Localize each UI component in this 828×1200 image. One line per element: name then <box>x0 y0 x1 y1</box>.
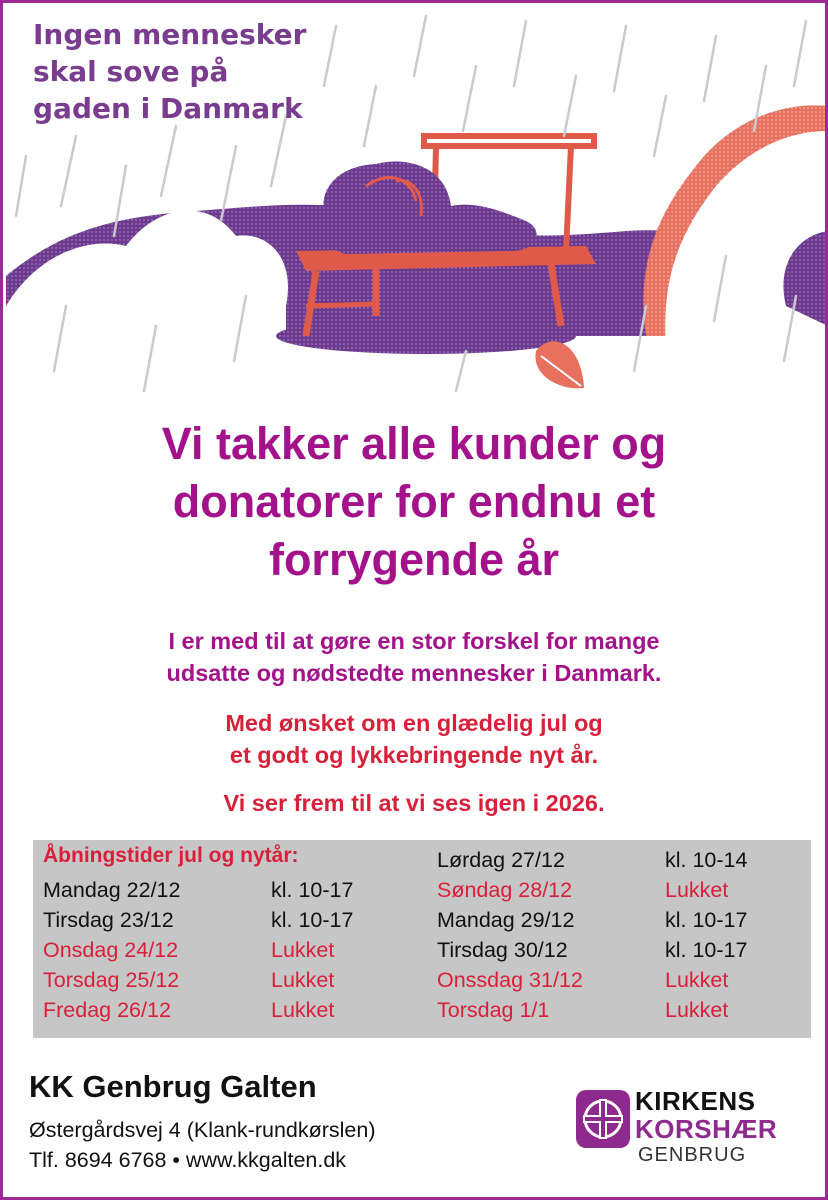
hours-day: Onssdag 31/12 <box>437 968 583 992</box>
shop-phone-web: Tlf. 8694 6768 • www.kkgalten.dk <box>29 1148 347 1172</box>
headline-line: donatorer for endnu et <box>172 476 656 527</box>
subtext-line: I er med til at gøre en stor forskel for mange <box>168 628 660 654</box>
headline-line: forrygende år <box>268 534 560 585</box>
hours-day: Fredag 26/12 <box>43 998 171 1022</box>
hero-title <box>33 16 373 127</box>
hours-time: kl. 10-17 <box>665 908 748 932</box>
shop-address: Østergårdsvej 4 (Klank-rundkørslen) <box>29 1118 376 1142</box>
headline <box>3 415 825 589</box>
hours-time: Lukket <box>665 998 729 1022</box>
hours-time: Lukket <box>271 968 335 992</box>
holiday-wish <box>3 707 825 771</box>
hours-time: Lukket <box>665 968 729 992</box>
hours-day: Søndag 28/12 <box>437 878 573 902</box>
hours-day: Mandag 29/12 <box>437 908 575 932</box>
wish-line: Med ønsket om en glædelig jul og <box>225 710 603 736</box>
hours-time: Lukket <box>271 998 335 1022</box>
hours-day: Tirsdag 30/12 <box>437 938 568 962</box>
hero-title-line: skal sove på <box>33 55 229 88</box>
shop-name: KK Genbrug Galten <box>29 1069 317 1104</box>
opening-hours-box <box>33 840 811 1038</box>
logo-text-kirkens: KIRKENS <box>635 1086 756 1116</box>
hours-day: Tirsdag 23/12 <box>43 908 174 932</box>
hero-title-line: gaden i Danmark <box>33 92 303 125</box>
subtext-line: udsatte og nødstedte mennesker i Danmark. <box>166 660 662 686</box>
hours-day: Mandag 22/12 <box>43 878 181 902</box>
logo-text-genbrug: GENBRUG <box>638 1144 747 1166</box>
kirkens-korshaer-logo <box>576 1086 808 1176</box>
wish-line: et godt og lykkebringende nyt år. <box>229 742 599 768</box>
hours-time: Lukket <box>271 938 335 962</box>
hours-time: kl. 10-17 <box>271 878 354 902</box>
subtext <box>3 625 825 689</box>
logo-text-korshaer: KORSHÆR <box>635 1114 778 1144</box>
hours-time: kl. 10-17 <box>271 908 354 932</box>
hours-time: kl. 10-14 <box>665 848 748 872</box>
hours-day: Torsdag 25/12 <box>43 968 180 992</box>
hours-time: Lukket <box>665 878 729 902</box>
hero-illustration <box>6 6 828 396</box>
hours-time: kl. 10-17 <box>665 938 748 962</box>
hours-day: Lørdag 27/12 <box>437 848 565 872</box>
hours-day: Torsdag 1/1 <box>437 998 550 1022</box>
see-you-text: Vi ser frem til at vi ses igen i 2026. <box>223 790 605 816</box>
cross-emblem-icon <box>576 1090 630 1148</box>
hours-day: Onsdag 24/12 <box>43 938 179 962</box>
opening-hours-title: Åbningstider jul og nytår: <box>43 844 299 867</box>
headline-line: Vi takker alle kunder og <box>161 418 667 469</box>
hero-title-line: Ingen mennesker <box>33 18 307 51</box>
